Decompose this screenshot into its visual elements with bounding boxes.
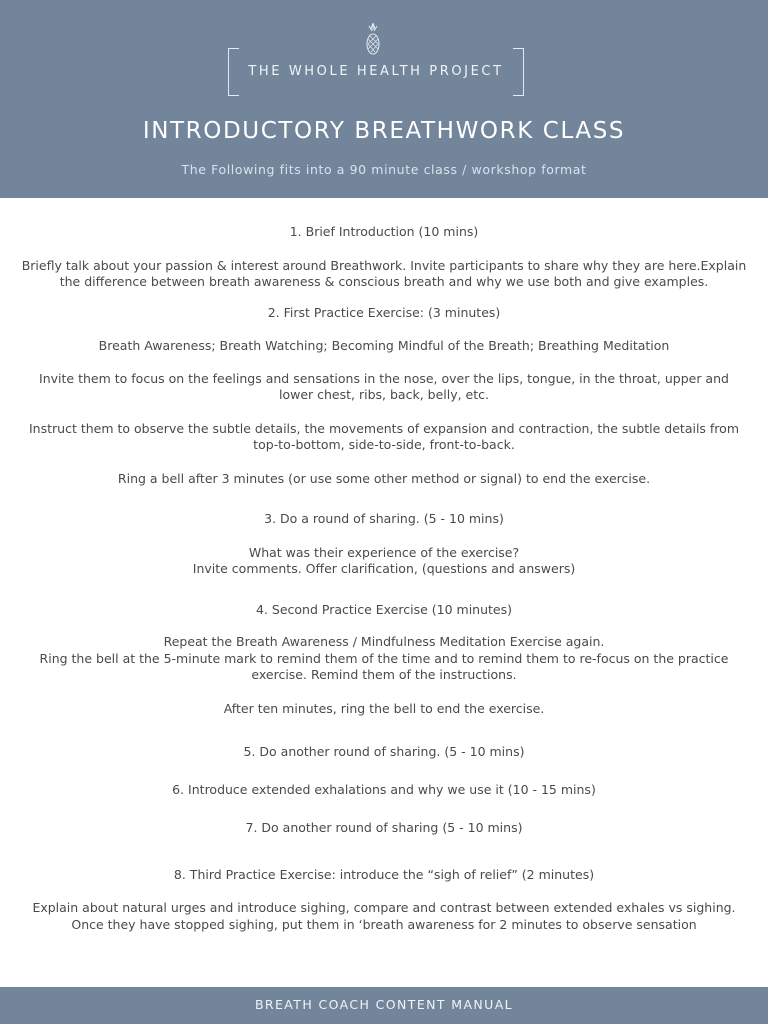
header-banner bbox=[0, 0, 768, 198]
paragraph: Invite them to focus on the feelings and sensations in the nose, over the lips, tongue, in the throat, upper and lower chest, ribs, back, belly, etc. bbox=[39, 370, 729, 402]
class-outline bbox=[20, 224, 748, 933]
brand-name: THE WHOLE HEALTH PROJECT bbox=[248, 64, 504, 79]
paragraph: Repeat the Breath Awareness / Mindfulness Meditation Exercise again. bbox=[163, 634, 605, 649]
section-heading: 8. Third Practice Exercise: introduce the “sigh of relief” (2 minutes) bbox=[173, 866, 595, 882]
section-heading: 5. Do another round of sharing. (5 - 10 mins) bbox=[243, 744, 525, 759]
section-heading: 7. Do another round of sharing (5 - 10 mins) bbox=[245, 820, 523, 835]
paragraph: Ring the bell at the 5-minute mark to remind them of the time and to remind them to re-focus on the practice exercise. Remind them of the instructions. bbox=[39, 650, 729, 682]
paragraph: Breath Awareness; Breath Watching; Becoming Mindful of the Breath; Breathing Meditation bbox=[98, 338, 670, 353]
footer-banner bbox=[0, 987, 768, 1024]
brand-frame bbox=[228, 48, 524, 96]
paragraph: Explain about natural urges and introduce sighing, compare and contrast between extended exhales vs sighing. bbox=[32, 900, 736, 915]
section-heading: 1. Brief Introduction (10 mins) bbox=[289, 224, 479, 239]
section-heading: 3. Do a round of sharing. (5 - 10 mins) bbox=[264, 511, 504, 526]
paragraph: Ring a bell after 3 minutes (or use some other method or signal) to end the exercise. bbox=[117, 470, 651, 486]
section-heading: 4. Second Practice Exercise (10 minutes) bbox=[256, 601, 512, 617]
paragraph: Once they have stopped sighing, put them in ‘breath awareness for 2 minutes to observe sensation bbox=[71, 916, 697, 932]
page-title: INTRODUCTORY BREATHWORK CLASS bbox=[142, 118, 626, 144]
paragraph: After ten minutes, ring the bell to end the exercise. bbox=[223, 700, 545, 716]
paragraph: Briefly talk about your passion & interest around Breathwork. Invite participants to share why they are here.Explain the difference between breath awareness & conscious breath and why we use both and give examples. bbox=[21, 257, 747, 289]
section-heading: 6. Introduce extended exhalations and why we use it (10 - 15 mins) bbox=[172, 781, 596, 797]
paragraph: Instruct them to observe the subtle details, the movements of expansion and contraction, the subtle details from top-to-bottom, side-to-side, front-to-back. bbox=[29, 420, 739, 452]
footer-title: BREATH COACH CONTENT MANUAL bbox=[254, 997, 514, 1012]
paragraph: Invite comments. Offer clarification, (questions and answers) bbox=[192, 561, 576, 576]
page-subtitle: The Following fits into a 90 minute class / workshop format bbox=[181, 162, 587, 177]
paragraph: What was their experience of the exercise? bbox=[248, 544, 520, 560]
section-heading: 2. First Practice Exercise: (3 minutes) bbox=[267, 304, 501, 320]
